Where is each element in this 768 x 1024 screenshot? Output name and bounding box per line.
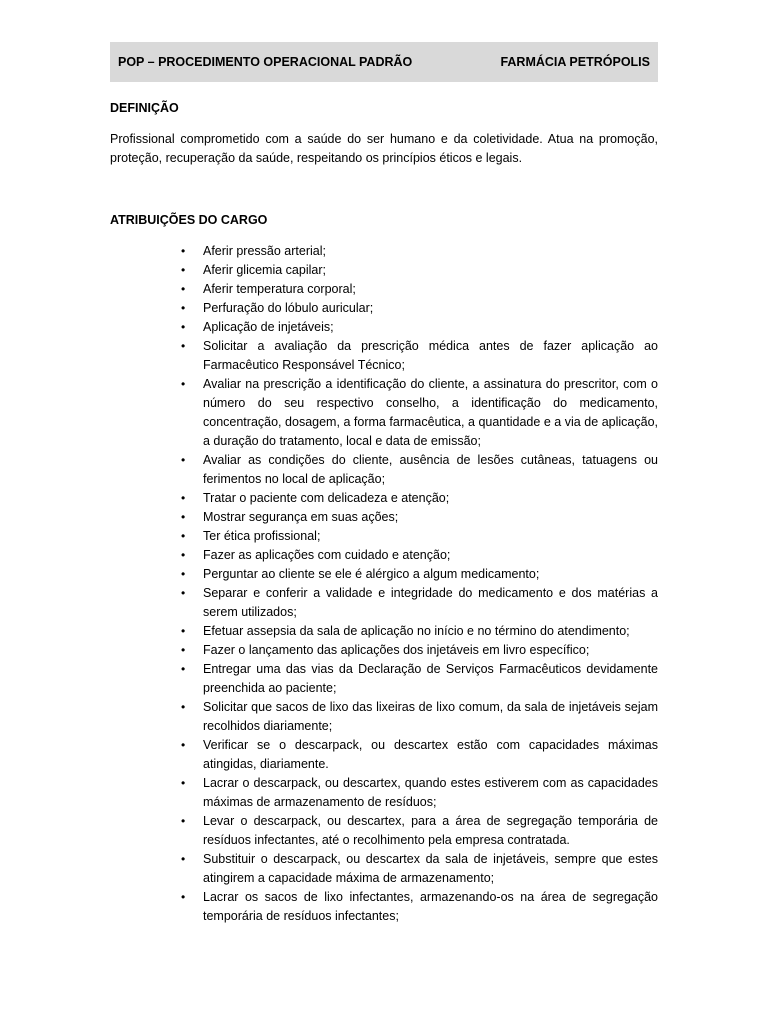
duty-text: Avaliar na prescrição a identificação do cliente, a assinatura do prescritor, com o número do seu respectivo conselho, a identificação do medicamento, concentração, dosagem, a forma farmacêutica, a quantidade e a via de aplicação, a duração do tratamento, local e data de emissão; <box>203 377 658 448</box>
duty-item <box>181 584 658 622</box>
duty-text: Levar o descarpack, ou descartex, para a área de segregação temporária de resíduos infectantes, até o recolhimento pela empresa contratada. <box>203 814 658 847</box>
duty-text: Aferir temperatura corporal; <box>203 282 356 296</box>
duty-item <box>181 375 658 451</box>
duty-item <box>181 527 658 546</box>
duty-text: Substituir o descarpack, ou descartex da sala de injetáveis, sempre que estes atingirem a capacidade máxima de armazenamento; <box>203 852 658 885</box>
duties-list <box>181 242 658 926</box>
duty-item <box>181 812 658 850</box>
bullet-icon: • <box>181 586 186 600</box>
duty-text: Solicitar que sacos de lixo das lixeiras de lixo comum, da sala de injetáveis sejam recolhidos diariamente; <box>203 700 658 733</box>
bullet-icon: • <box>181 814 186 828</box>
bullet-icon: • <box>181 643 186 657</box>
duty-text: Lacrar o descarpack, ou descartex, quando estes estiverem com as capacidades máximas de armazenamento de resíduos; <box>203 776 658 809</box>
bullet-icon: • <box>181 852 186 866</box>
duty-text: Separar e conferir a validade e integridade do medicamento e dos matérias a serem utilizados; <box>203 586 658 619</box>
duties-heading: ATRIBUIÇÕES DO CARGO <box>110 213 268 227</box>
duty-item <box>181 698 658 736</box>
bullet-icon: • <box>181 529 186 543</box>
duty-text: Tratar o paciente com delicadeza e atenção; <box>203 491 450 505</box>
duty-item <box>181 888 658 926</box>
duty-item <box>181 489 658 508</box>
bullet-icon: • <box>181 662 186 676</box>
bullet-icon: • <box>181 339 186 353</box>
bullet-icon: • <box>181 700 186 714</box>
duty-text: Efetuar assepsia da sala de aplicação no início e no término do atendimento; <box>203 624 630 638</box>
duty-text: Entregar uma das vias da Declaração de Serviços Farmacêuticos devidamente preenchida ao paciente; <box>203 662 658 695</box>
bullet-icon: • <box>181 282 186 296</box>
bullet-icon: • <box>181 890 186 904</box>
duty-text: Perfuração do lóbulo auricular; <box>203 301 374 315</box>
duty-text: Mostrar segurança em suas ações; <box>203 510 399 524</box>
page-header <box>110 42 658 82</box>
duty-text: Perguntar ao cliente se ele é alérgico a algum medicamento; <box>203 567 540 581</box>
bullet-icon: • <box>181 510 186 524</box>
bullet-icon: • <box>181 377 186 391</box>
duty-item <box>181 622 658 641</box>
duty-item <box>181 850 658 888</box>
duty-text: Aplicação de injetáveis; <box>203 320 334 334</box>
duty-item <box>181 299 658 318</box>
bullet-icon: • <box>181 320 186 334</box>
bullet-icon: • <box>181 301 186 315</box>
bullet-icon: • <box>181 776 186 790</box>
duty-item <box>181 337 658 375</box>
duty-item <box>181 261 658 280</box>
duty-item <box>181 736 658 774</box>
bullet-icon: • <box>181 567 186 581</box>
duty-text: Fazer as aplicações com cuidado e atenção; <box>203 548 451 562</box>
bullet-icon: • <box>181 491 186 505</box>
duty-item <box>181 641 658 660</box>
bullet-icon: • <box>181 263 186 277</box>
bullet-icon: • <box>181 624 186 638</box>
duty-item <box>181 565 658 584</box>
bullet-icon: • <box>181 244 186 258</box>
header-pharmacy-name: FARMÁCIA PETRÓPOLIS <box>500 55 650 69</box>
duty-text: Solicitar a avaliação da prescrição médica antes de fazer aplicação ao Farmacêutico Responsável Técnico; <box>203 339 658 372</box>
duty-item <box>181 451 658 489</box>
duty-item <box>181 660 658 698</box>
bullet-icon: • <box>181 548 186 562</box>
duty-item <box>181 508 658 527</box>
duty-text: Fazer o lançamento das aplicações dos injetáveis em livro específico; <box>203 643 590 657</box>
duty-item <box>181 318 658 337</box>
definition-heading: DEFINIÇÃO <box>110 101 179 115</box>
duty-item <box>181 242 658 261</box>
bullet-icon: • <box>181 738 186 752</box>
duty-text: Aferir pressão arterial; <box>203 244 326 258</box>
duty-text: Ter ética profissional; <box>203 529 321 543</box>
bullet-icon: • <box>181 453 186 467</box>
header-procedure-title: POP – PROCEDIMENTO OPERACIONAL PADRÃO <box>118 55 413 69</box>
duty-text: Avaliar as condições do cliente, ausência de lesões cutâneas, tatuagens ou ferimentos no local de aplicação; <box>203 453 658 486</box>
duty-item <box>181 280 658 299</box>
duty-text: Verificar se o descarpack, ou descartex estão com capacidades máximas atingidas, diariamente. <box>203 738 658 771</box>
duty-text: Lacrar os sacos de lixo infectantes, armazenando-os na área de segregação temporária de resíduos infectantes; <box>203 890 658 923</box>
duty-item <box>181 546 658 565</box>
duty-text: Aferir glicemia capilar; <box>203 263 326 277</box>
duty-item <box>181 774 658 812</box>
definition-text: Profissional comprometido com a saúde do ser humano e da coletividade. Atua na promoção, proteção, recuperação da saúde, respeitando os princípios éticos e legais. <box>110 132 658 165</box>
